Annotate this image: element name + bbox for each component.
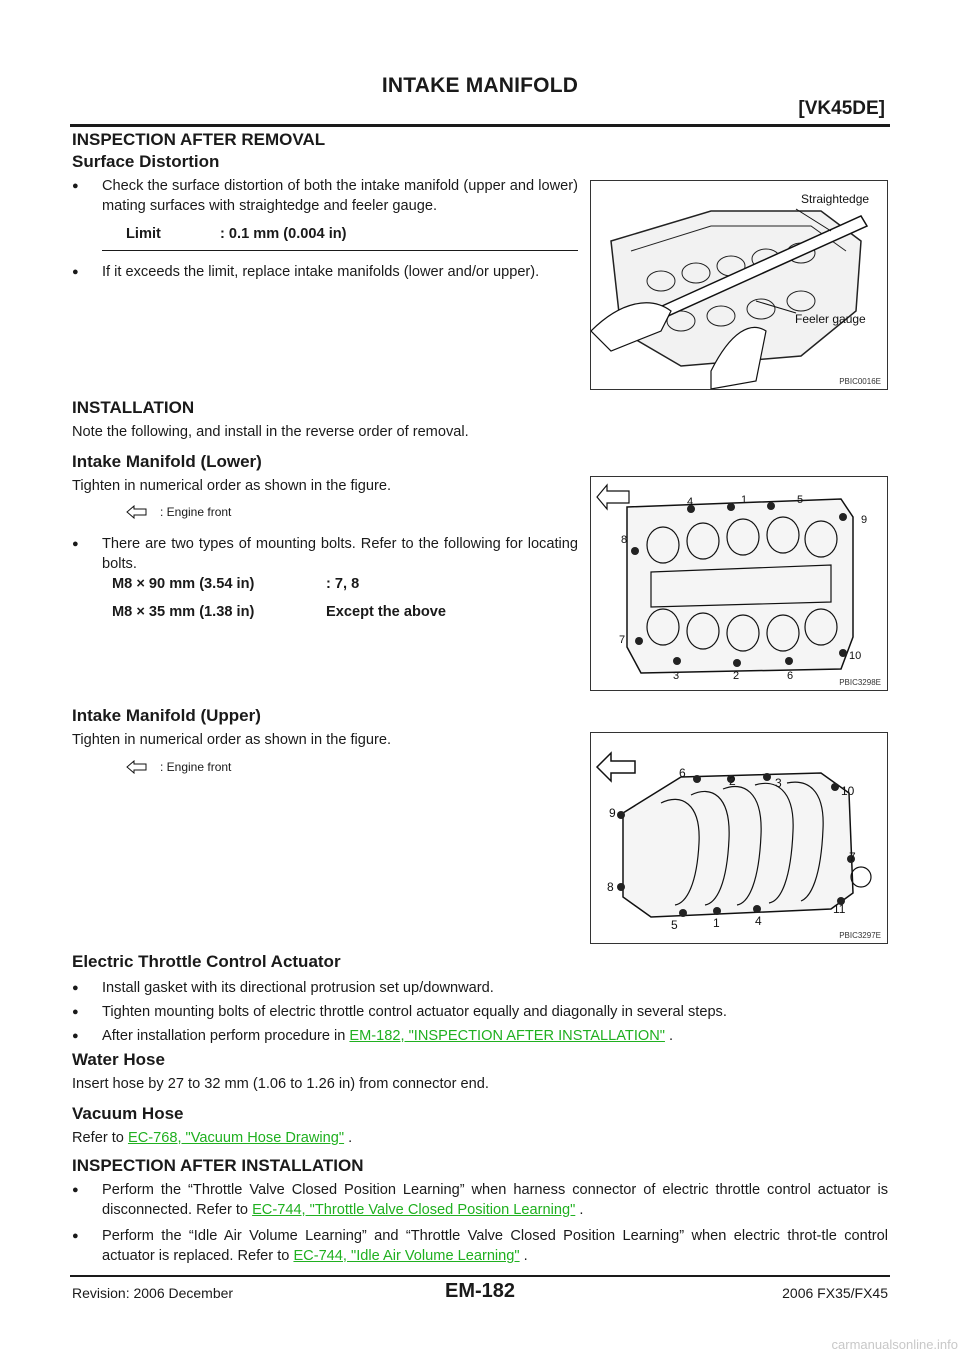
link-vacuum-hose-drawing[interactable]: EC-768, "Vacuum Hose Drawing" [127, 1130, 345, 1146]
upper-tighten-text: Tighten in numerical order as shown in the figure. [72, 732, 392, 748]
bolt-number: 3 [673, 670, 680, 682]
idle-air-learning-step [102, 1226, 888, 1266]
bolt-spec-1-value: : 7, 8 [326, 576, 360, 592]
subheading-surface-distortion: Surface Distortion [72, 152, 220, 171]
section-heading-inspection-after-installation: INSPECTION AFTER INSTALLATION [72, 1156, 364, 1175]
bolt-spec-1-label: M8 × 90 mm (3.54 in) [112, 576, 255, 592]
link-idle-air-volume-learning[interactable]: EC-744, "Idle Air Volume Learning" [293, 1248, 520, 1264]
bolt-number: 10 [849, 650, 862, 662]
bolt-spec-2-label: M8 × 35 mm (1.38 in) [112, 604, 255, 620]
water-hose-text: Insert hose by 27 to 32 mm (1.06 to 1.26 in) from connector end. [72, 1076, 489, 1092]
subheading-throttle-actuator: Electric Throttle Control Actuator [72, 952, 341, 971]
throttle-bolts-step: Tighten mounting bolts of electric throttle control actuator equally and diagonally in several steps. [102, 1004, 727, 1020]
bolt-number: 5 [797, 494, 804, 506]
engine-front-arrow-icon [126, 760, 148, 774]
bolt-number: 9 [861, 514, 868, 526]
bolt-number: 10 [841, 784, 855, 798]
figure-code: PBIC3298E [839, 678, 881, 687]
bolt-number: 4 [687, 496, 694, 508]
bolt-spec-2-value: Except the above [326, 604, 447, 620]
replace-if-exceeds: If it exceeds the limit, replace intake manifolds (lower and/or upper). [102, 264, 540, 280]
limit-label: Limit [126, 226, 161, 242]
figure-intake-lower [590, 476, 888, 691]
step-text: Perform the “Idle Air Volume Learning” and “Throttle Valve Closed Position Learning” when electric throt-tle control actuator is replaced. Refer to [102, 1228, 888, 1264]
bullet-icon: ● [72, 982, 79, 994]
bullet-icon: ● [72, 1230, 79, 1242]
lower-manifold-illustration [591, 477, 887, 690]
bolt-number: 9 [609, 806, 616, 820]
mounting-bolts-note: There are two types of mounting bolts. Refer to the following for locating bolts. [102, 536, 578, 572]
bolt-number: 2 [729, 774, 736, 788]
bullet-icon: ● [72, 180, 79, 192]
figure-code: PBIC0016E [839, 377, 881, 386]
link-throttle-valve-learning[interactable]: EC-744, "Throttle Valve Closed Position Learning" [252, 1202, 576, 1218]
installation-intro: Note the following, and install in the reverse order of removal. [72, 424, 469, 440]
straightedge-illustration [591, 181, 887, 389]
bolt-number: 8 [607, 880, 614, 894]
vacuum-prefix: Refer to [72, 1130, 128, 1146]
page-title: INTAKE MANIFOLD [381, 74, 579, 97]
figure-straightedge [590, 180, 888, 390]
bolt-number: 11 [833, 902, 846, 916]
subheading-vacuum-hose: Vacuum Hose [72, 1104, 184, 1123]
bullet-icon: ● [72, 1184, 79, 1196]
engine-front-legend: : Engine front [160, 505, 232, 519]
throttle-procedure-step [102, 1026, 673, 1046]
step-suffix: . [519, 1248, 528, 1264]
subheading-intake-upper: Intake Manifold (Upper) [72, 706, 261, 725]
bolt-number: 7 [849, 850, 856, 864]
bolt-number: 1 [741, 494, 748, 506]
procedure-suffix: . [664, 1028, 674, 1044]
page-number: EM-182 [444, 1280, 516, 1302]
bolt-number: 5 [671, 918, 678, 932]
subheading-intake-lower: Intake Manifold (Lower) [72, 452, 262, 471]
engine-front-arrow-icon [597, 753, 635, 781]
step-text: Perform the “Throttle Valve Closed Position Learning” when harness connector of electric throttle control actuator is disconnected. Refer to [102, 1182, 888, 1218]
engine-front-arrow-icon [126, 505, 148, 519]
spec-rule [102, 250, 578, 251]
engine-front-legend: : Engine front [160, 760, 232, 774]
throttle-gasket-step: Install gasket with its directional protrusion set up/downward. [102, 980, 494, 996]
vacuum-hose-text [72, 1128, 352, 1148]
header-rule [70, 124, 890, 127]
lower-tighten-text: Tighten in numerical order as shown in the figure. [72, 478, 392, 494]
bullet-icon: ● [72, 538, 79, 550]
vacuum-suffix: . [344, 1130, 353, 1146]
throttle-learning-step [102, 1180, 888, 1220]
section-heading-inspection-after-removal: INSPECTION AFTER REMOVAL [72, 130, 326, 149]
upper-manifold-illustration [591, 733, 887, 943]
bolt-number: 8 [621, 534, 628, 546]
bolt-number: 6 [679, 766, 686, 780]
bolt-number: 6 [787, 670, 794, 682]
surface-distortion-step: Check the surface distortion of both the intake manifold (upper and lower) mating surfaces with straightedge and feeler gauge. [102, 178, 578, 214]
subheading-water-hose: Water Hose [72, 1050, 165, 1069]
limit-value: : 0.1 mm (0.004 in) [220, 226, 347, 242]
label-straightedge: Straightedge [801, 192, 870, 206]
footer-rule [70, 1275, 890, 1277]
link-inspection-after-installation[interactable]: EM-182, "INSPECTION AFTER INSTALLATION" [349, 1028, 665, 1044]
label-feeler-gauge: Feeler gauge [795, 312, 866, 326]
figure-code: PBIC3297E [839, 931, 881, 940]
bolt-number: 3 [775, 776, 782, 790]
watermark: carmanualsonline.info [831, 1337, 958, 1352]
vehicle-model: 2006 FX35/FX45 [782, 1285, 888, 1301]
engine-model: [VK45DE] [798, 98, 885, 119]
section-heading-installation: INSTALLATION [72, 398, 195, 417]
bolt-number: 1 [713, 916, 720, 930]
bullet-icon: ● [72, 266, 79, 278]
bullet-icon: ● [72, 1030, 79, 1042]
step-suffix: . [575, 1202, 584, 1218]
figure-intake-upper [590, 732, 888, 944]
bolt-number: 4 [755, 914, 762, 928]
bolt-number: 7 [619, 634, 626, 646]
bolt-number: 2 [733, 670, 740, 682]
procedure-prefix: After installation perform procedure in [102, 1028, 350, 1044]
engine-front-arrow-icon [597, 485, 629, 509]
bullet-icon: ● [72, 1006, 79, 1018]
revision-date: Revision: 2006 December [72, 1285, 234, 1301]
